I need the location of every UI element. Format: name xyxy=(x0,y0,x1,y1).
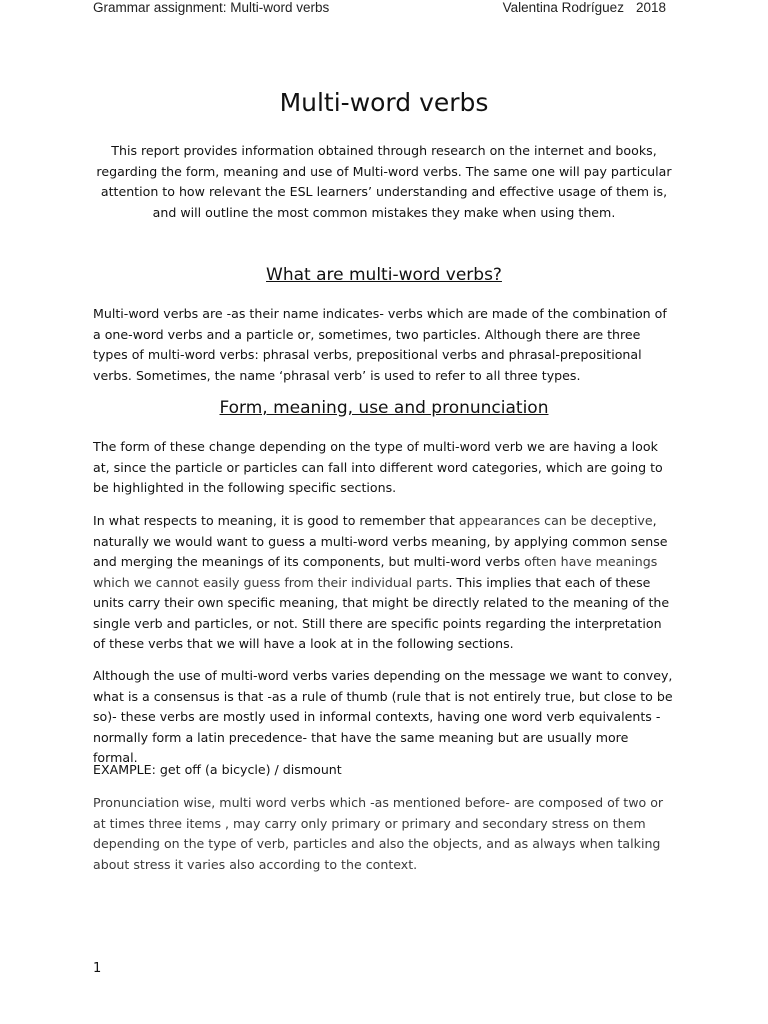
section-heading-what-are: What are multi-word verbs? xyxy=(266,265,502,285)
meaning-text-e: . This implies that each of these units carry their own specific meaning, that might be directly related to the meaning of the single verb and particles, or not. Still there are specific points regarding the interpretation of these verbs that we will have a look at in the following sections. xyxy=(93,574,670,651)
meaning-quote-guess: often have meanings which we cannot easily guess from their individual parts xyxy=(93,554,658,590)
header-year: 2018 xyxy=(635,0,666,15)
example-line: EXAMPLE: get off (a bicycle) / dismount xyxy=(93,762,342,777)
header-author: Valentina Rodríguez xyxy=(502,0,624,15)
meaning-paragraph xyxy=(93,511,675,655)
pronunciation-paragraph: Pronunciation wise, multi word verbs which -as mentioned before- are composed of two or at times three items , may carry only primary or primary and secondary stress on them depending on the type of verb, particles and also the objects, and as always when talking about stress it varies also according to the context. xyxy=(93,795,664,872)
meaning-quote-appearances: appearances can be deceptive xyxy=(458,513,653,528)
header-assignment-title: Grammar assignment: Multi-word verbs xyxy=(93,0,330,15)
page-number: 1 xyxy=(93,961,102,976)
use-paragraph: Although the use of multi-word verbs varies depending on the message we want to convey, what is a consensus is that -as a rule of thumb (rule that is not entirely true, but close to be so)- these verbs are mostly used in informal contexts, having one word verb equivalents - normally form a latin precedence- that have the same meaning but are usually more formal. xyxy=(93,668,673,765)
form-paragraph: The form of these change depending on the type of multi-word verb we are having a look at, since the particle or particles can fall into different word categories, which are going to be highlighted in the following specific sections. xyxy=(93,439,663,495)
intro-paragraph: This report provides information obtained through research on the internet and books, regarding the form, meaning and use of Multi-word verbs. The same one will pay particular attention to how relevant the ESL learners’ understanding and effective usage of them is, and will outline the most common mistakes they make when using them. xyxy=(96,143,672,220)
section-heading-form-meaning: Form, meaning, use and pronunciation xyxy=(219,398,549,418)
header-author-block xyxy=(503,0,666,15)
meaning-text-a: In what respects to meaning, it is good to remember that xyxy=(93,513,459,528)
meaning-text-c: , naturally we would want to guess a multi-word verbs meaning, by applying common sense and merging the meanings of its components, but multi-word verbs xyxy=(93,513,668,569)
document-title: Multi-word verbs xyxy=(279,88,489,117)
page-header xyxy=(93,0,666,18)
what-paragraph: Multi-word verbs are -as their name indicates- verbs which are made of the combination of a one-word verbs and a particle or, sometimes, two particles. Although there are three types of multi-word verbs: phrasal verbs, prepositional verbs and phrasal-prepositional verbs. Sometimes, the name ‘phrasal verb’ is used to refer to all three types. xyxy=(93,306,667,383)
